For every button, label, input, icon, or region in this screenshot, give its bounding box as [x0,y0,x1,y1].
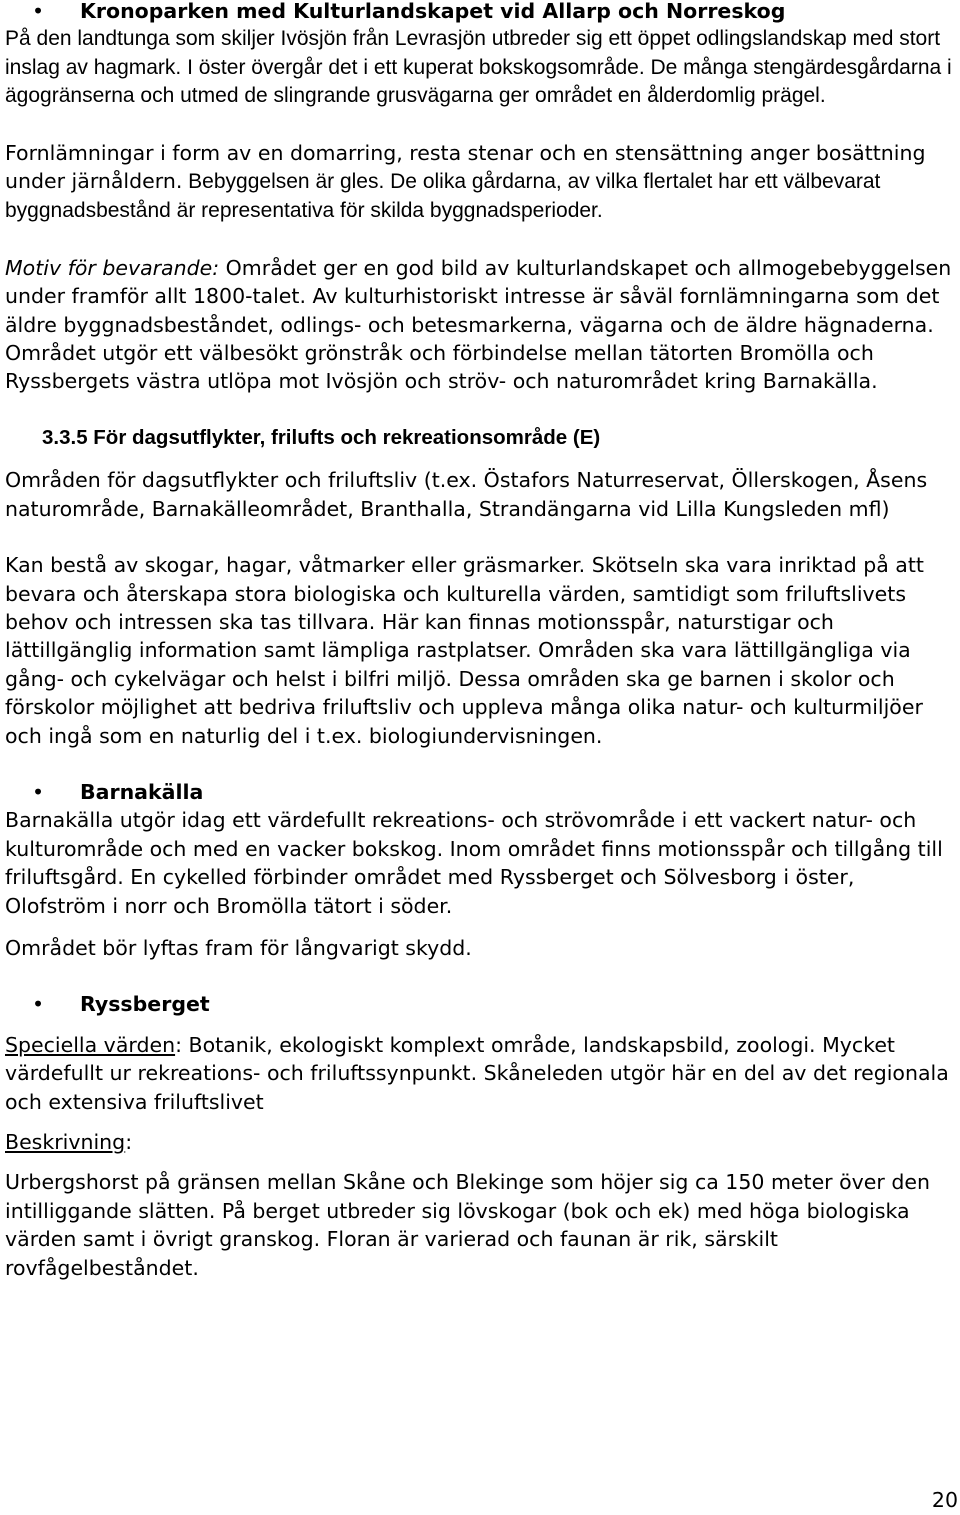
barnakalla-heading [5,778,952,806]
ryssberget-beskrivning-label [5,1128,952,1156]
section-body: Kan bestå av skogar, hagar, våtmarker eller gräsmarker. Skötseln ska vara inriktad på att bevara och återskapa stora biologiska och kulturella värden, samtidigt som friluftslivets behov och intressen ska tas tillvara. Här kan finnas motionsspår, naturstigar och lättillgänglig information samt lämpliga rastplatser. Områden ska vara lättillgängliga via gång- och cykelvägar och helst i bilfri miljö. Dessa områden ska ge barnen i skolor och förskolor möjlighet att bedriva friluftsliv och uppleva många olika natur- och kulturmiljöer och ingå som en naturlig del i t.ex. biologiundervisningen. [5,553,924,748]
motiv-label: Motiv för bevarande: [5,255,220,280]
barnakalla-heading-text: Barnakälla [80,779,204,804]
section-intro: Områden för dagsutflykter och friluftsliv (t.ex. Östafors Naturreservat, Öllerskogen, Åsens naturområde, Barnakälleområdet, Branthalla, Strandängarna vid Lilla Kungsleden mfl) [5,468,928,521]
kronoparken-motiv [5,254,952,339]
beskrivning-colon: : [125,1130,133,1154]
bullet-icon: • [32,0,45,23]
kronoparken-heading [5,0,952,25]
kronoparken-intro: På den landtunga som skiljer Ivösjön från Levrasjön utbreder sig ett öppet odlingslandskap med stort inslag av hagmark. I öster övergår det i ett kuperat bokskogsområde. De många stengärdesgårdarna i ägogränserna och utmed de slingrande grusvägarna ger området en ålderdomlig prägel. [5,27,952,108]
beskrivning-label: Beskrivning [5,1130,126,1154]
section-heading: 3.3.5 För dagsutflykter, frilufts och rekreationsområde (E) [42,425,601,449]
ryssberget-varden [5,1031,952,1116]
barnakalla-text2: Området bör lyftas fram för långvarigt skydd. [5,935,472,960]
bullet-icon: • [32,779,45,804]
kronoparken-para2 [5,139,952,226]
barnakalla-text: Barnakälla utgör idag ett värdefullt rekreations- och strövområde i ett vackert natur- och kulturområde och med en vacker bokskog. Inom området finns motionsspår och tillgång till friluftsgård. En cykelled förbinder området med Ryssberget och Sölvesborg i öster, Olofström i norr och Bromölla tätort i söder. [5,808,943,918]
varden-text: : Botanik, ekologiskt komplext område, landskapsbild, zoologi. Mycket värdefullt ur rekreations- och friluftssynpunkt. Skåneleden utgör här en del av det regionala och extensiva friluftslivet [5,1032,949,1114]
ryssberget-heading [5,990,952,1018]
varden-label: Speciella värden [5,1032,176,1057]
kronoparken-para2-a: Fornlämningar i form av en domarring, resta stenar och en stensättning anger bosättning under järnåldern. [5,140,926,194]
motiv-text: Området ger en god bild av kulturlandskapet och allmogebebyggelsen under framför allt 1800-talet. Av kulturhistoriskt intresse är såväl fornlämningarna som det äldre byggnadsbeståndet, odlings- och betesmarkerna, vägarna och de äldre hägnaderna. [5,255,952,337]
bullet-icon: • [32,992,45,1017]
kronoparken-para4: Området utgör ett välbesökt grönstråk och förbindelse mellan tätorten Bromölla och Ryssbergets västra utlöpa mot Ivösjön och ströv- och naturområdet kring Barnakälla. [5,341,878,394]
page-number: 20 [931,1488,958,1512]
kronoparken-heading-text: Kronoparken med Kulturlandskapet vid Allarp och Norreskog [80,0,786,23]
ryssberget-beskrivning: Urbergshorst på gränsen mellan Skåne och Blekinge som höjer sig ca 150 meter över den intilliggande slätten. På berget utbreder sig lövskogar (bok och ek) med höga biologiska värden samt i övrigt granskog. Floran är varierad och faunan är rik, särskilt rovfågelbeståndet. [5,1170,930,1280]
kronoparken-para2-b: Bebyggelsen är gles. De olika gårdarna, av vilka flertalet har ett välbevarat byggnadsbestånd är representativa för skilda byggnadsperioder. [5,170,881,223]
ryssberget-heading-text: Ryssberget [80,992,210,1017]
